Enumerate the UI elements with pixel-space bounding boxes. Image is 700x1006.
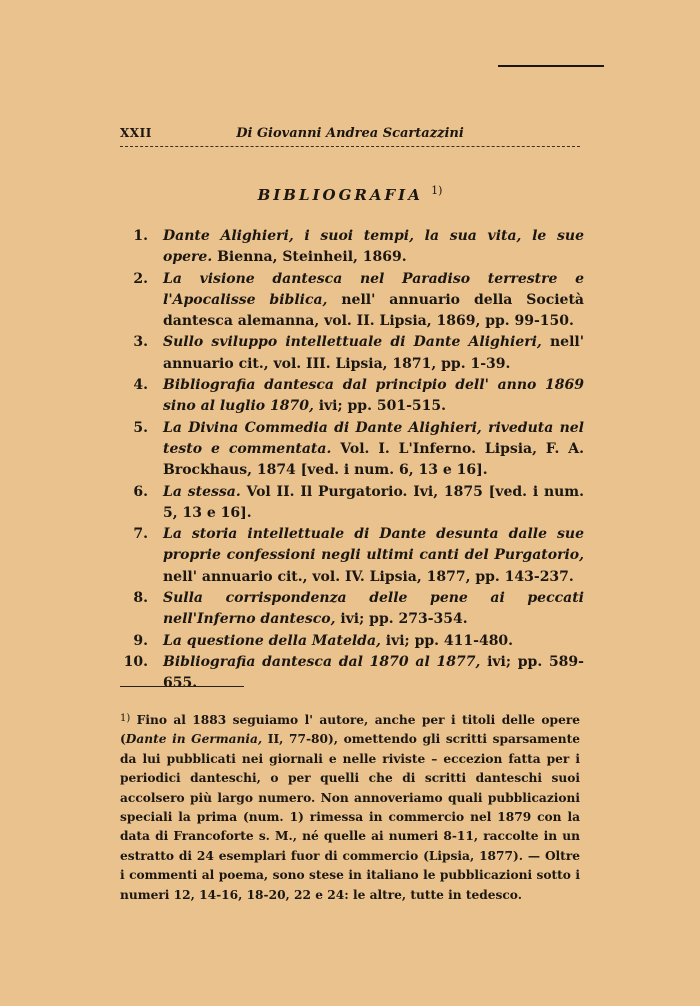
bibliography-entry: [118, 631, 584, 652]
bibliography-entry: [118, 226, 584, 269]
section-title: [0, 184, 700, 204]
entry-details: ivi; pp. 411-480.: [380, 632, 514, 649]
bibliography-entry: [118, 332, 584, 375]
entry-title: La Divina Commedia di Dante Alighieri, riveduta nel testo e commentata.: [163, 419, 584, 457]
page-header: [120, 126, 580, 144]
entry-number: 2.: [133, 270, 148, 287]
entry-details: ivi; pp. 589-655.: [163, 653, 584, 692]
entry-title: Sulla corrispondenza delle pene ai peccati nell'Inferno dantesco,: [163, 590, 584, 628]
entry-title: Dante Alighieri, i suoi tempi, la sua vita, le sue opere.: [163, 228, 584, 266]
entry-number: 9.: [133, 632, 148, 649]
entry-details: nell' annuario cit., vol. III. Lipsia, 1871, pp. 1-39.: [163, 334, 584, 372]
top-rule: [498, 65, 604, 67]
entry-title: Bibliografia dantesca dal principio dell' anno 1869 sino al luglio 1870,: [163, 377, 584, 415]
bibliography-entry: [118, 652, 584, 695]
bibliography-entry: [118, 588, 584, 631]
footnote: [120, 709, 580, 905]
entry-details: nell' annuario della Società dantesca alemanna, vol. II. Lipsia, 1869, pp. 99-150.: [163, 291, 585, 330]
bibliography-entry: [118, 482, 584, 525]
entry-details: nell' annuario cit., vol. IV. Lipsia, 1877, pp. 143-237.: [163, 568, 574, 585]
footnote-cited-title: Dante in Germania,: [125, 732, 263, 747]
entry-number: 6.: [133, 483, 148, 500]
entry-number: 10.: [123, 653, 148, 670]
footnote-text-b: II, 77-80), omettendo gli scritti sparsamente da lui pubblicati nei giornali e nelle riviste – eccezion fatta per i periodici danteschi, o per quelli che di scritti danteschi suoi accolsero più largo numero. Non annoveriamo quali pubblicazioni speciali la prima (num. 1) rimessa in commercio nel 1879 con la data di Francoforte s. M., né quelle ai numeri 8-11, raccolte in un estratto di 24 esemplari fuor di commercio (Lipsia, 1877). — Oltre i commenti al poema, sono stese in italiano le pubblicazioni sotto i numeri 12, 14-16, 18-20, 22 e 24: le altre, tutte in tedesco.: [120, 732, 580, 902]
entry-number: 5.: [133, 419, 148, 436]
entry-title: La questione della Matelda,: [163, 632, 381, 649]
entry-title: La storia intellettuale di Dante desunta dalle sue proprie confessioni negli ultimi canti del Purgatorio,: [163, 526, 584, 564]
header-rule: [120, 146, 580, 147]
entry-number: 7.: [133, 526, 148, 543]
bibliography-entry: [118, 375, 584, 418]
entry-title: Sullo sviluppo intellettuale di Dante Alighieri,: [163, 334, 542, 351]
bibliography-entry: [118, 269, 584, 333]
entry-number: 3.: [133, 334, 148, 351]
entry-details: ivi; pp. 501-515.: [313, 398, 446, 415]
bibliography-entry: [118, 418, 584, 482]
entry-details: Vol. I. L'Inferno. Lipsia, F. A. Brockhaus, 1874 [ved. i num. 6, 13 e 16].: [163, 440, 584, 479]
section-title-text: BIBLIOGRAFIA: [257, 186, 423, 204]
entry-details: Bienna, Steinheil, 1869.: [212, 249, 407, 266]
footnote-marker: 1): [120, 713, 131, 724]
entry-number: 1.: [133, 228, 148, 244]
entry-number: 4.: [133, 377, 148, 394]
entry-number: 8.: [133, 590, 148, 607]
bibliography-list: [118, 226, 584, 695]
entry-title: La stessa.: [163, 483, 241, 500]
page-number: XXII: [120, 126, 152, 140]
entry-details: Vol II. Il Purgatorio. Ivi, 1875 [ved. i num. 5, 13 e 16].: [163, 483, 584, 521]
entry-details: ivi; pp. 273-354.: [335, 611, 468, 628]
running-title: Di Giovanni Andrea Scartazzini: [236, 126, 464, 141]
bibliography-entry: [118, 524, 584, 588]
footnote-rule: [120, 686, 244, 687]
entry-title: Bibliografia dantesca dal 1870 al 1877,: [163, 653, 481, 670]
entry-title: La visione dantesca nel Paradiso terrestre e l'Apocalisse biblica,: [163, 270, 584, 308]
footnote-reference: 1): [431, 184, 443, 197]
footnote-text-a: Fino al 1883 seguiamo l' autore, anche per i titoli delle opere (: [120, 713, 580, 747]
